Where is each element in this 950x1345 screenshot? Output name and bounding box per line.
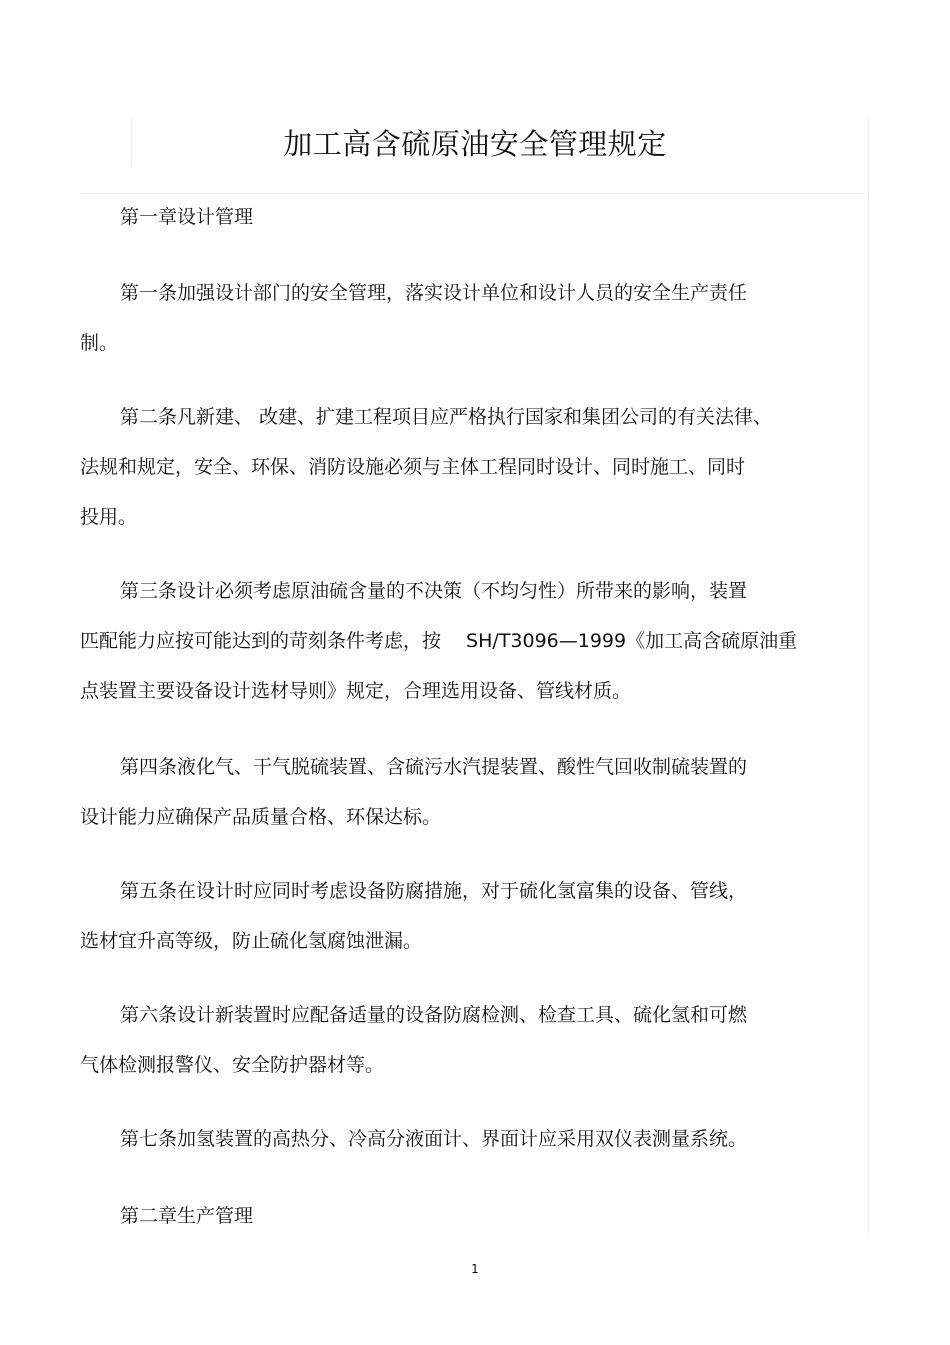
article-line: 选材宜升高等级，防止硫化氢腐蚀泄漏。 xyxy=(80,930,423,952)
article-line: 第六条设计新装置时应配备适量的设备防腐检测、检查工具、硫化氢和可燃 xyxy=(120,1004,748,1026)
article-line: 投用。 xyxy=(80,506,138,528)
frame-line xyxy=(80,193,868,194)
article-4 xyxy=(80,742,820,842)
chapter-heading-production: 第二章生产管理 xyxy=(120,1205,254,1227)
article-3 xyxy=(80,566,820,716)
article-line: 第二条凡新建、 改建、扩建工程项目应严格执行国家和集团公司的有关法律、 xyxy=(120,406,773,428)
article-line: 制。 xyxy=(80,332,119,354)
article-line: 第七条加氢装置的高热分、冷高分液面计、界面计应采用双仪表测量系统。 xyxy=(120,1128,748,1150)
article-line: 第五条在设计时应同时考虑设备防腐措施，对于硫化氢富集的设备、管线， xyxy=(120,880,748,902)
article-7 xyxy=(80,1114,820,1164)
document-title: 加工高含硫原油安全管理规定 xyxy=(283,127,667,161)
article-5 xyxy=(80,866,820,966)
article-line: 设计能力应确保产品质量合格、环保达标。 xyxy=(80,806,442,828)
article-line: 法规和规定，安全、环保、消防设施必须与主体工程同时设计、同时施工、同时 xyxy=(80,456,746,478)
article-line: 第四条液化气、干气脱硫装置、含硫污水汽提装置、酸性气回收制硫装置的 xyxy=(120,756,748,778)
article-line: 第三条设计必须考虑原油硫含量的不决策（不均匀性）所带来的影响，装置 xyxy=(120,580,748,602)
article-line: 点装置主要设备设计选材导则》规定，合理选用设备、管线材质。 xyxy=(80,680,632,702)
article-1 xyxy=(80,268,820,368)
article-line: 匹配能力应按可能达到的苛刻条件考虑，按 SH/T3096—1999《加工高含硫原油重 xyxy=(80,630,798,652)
frame-line xyxy=(868,118,869,1236)
page-number: 1 xyxy=(471,1262,479,1276)
article-6 xyxy=(80,990,820,1090)
article-line: 第一条加强设计部门的安全管理，落实设计单位和设计人员的安全生产责任 xyxy=(120,282,748,304)
chapter-heading-design: 第一章设计管理 xyxy=(120,206,254,228)
article-2 xyxy=(80,392,820,542)
article-line: 气体检测报警仪、安全防护器材等。 xyxy=(80,1054,385,1076)
